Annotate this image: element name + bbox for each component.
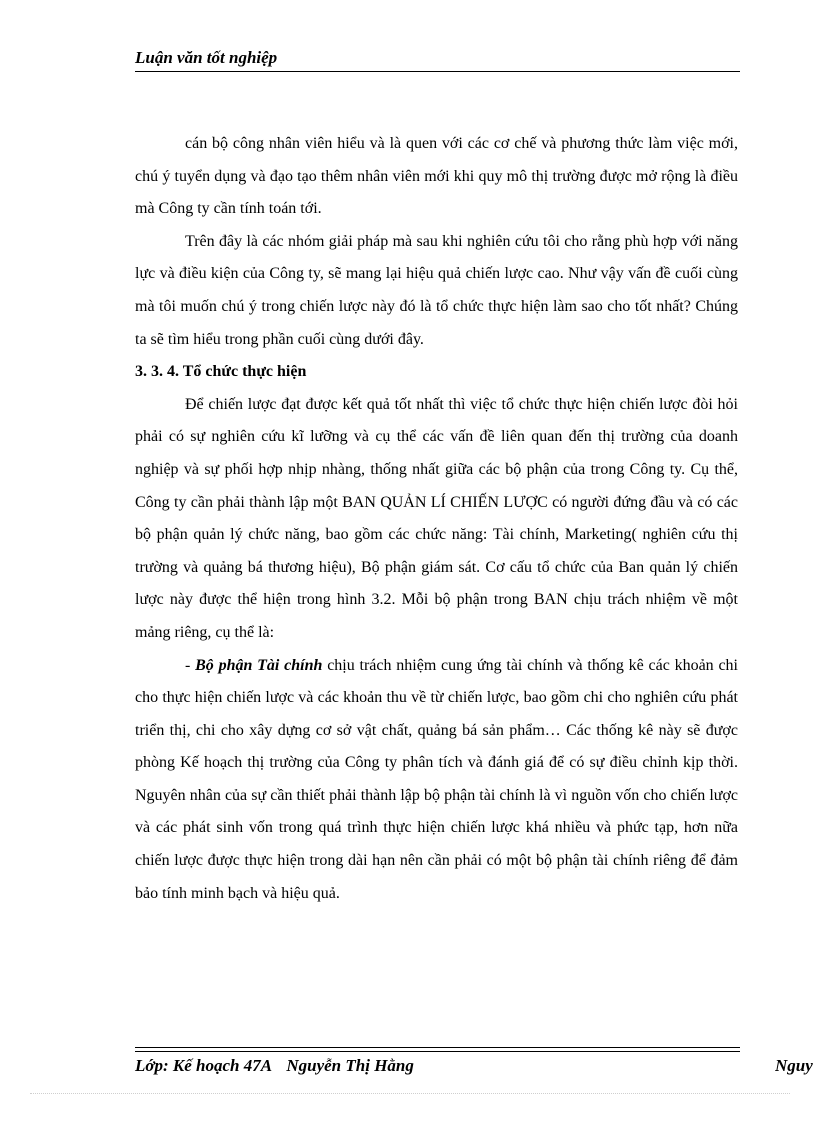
paragraph-4-text: chịu trách nhiệm cung ứng tài chính và thống kê các khoản chi cho thực hiện chiến lược và các khoản thu về từ chiến lược, bao gồm chi cho nghiên cứu phát triển thị, chi cho xây dựng cơ sở vật chất, quảng bá sản phẩm… Các thống kê này sẽ được phòng Kế hoạch thị trường của Công ty phân tích và đánh giá để có sự điều chỉnh kịp thời. Nguyên nhân của sự cần thiết phải thành lập bộ phận tài chính là vì nguồn vốn cho chiến lược và các phát sinh vốn trong quá trình thực hiện chiến lược khá nhiều và phức tạp, hơn nữa chiến lược được thực hiện trong dài hạn nên cần phải có một bộ phận tài chính riêng để đảm bảo tính minh bạch và hiệu quả.: [135, 656, 739, 902]
footer-author: Nguyễn Thị Hằng: [286, 1056, 414, 1075]
paragraph-2: Trên đây là các nhóm giải pháp mà sau khi nghiên cứu tôi cho rằng phù hợp với năng lực và điều kiện của Công ty, sẽ mang lại hiệu quả chiến lược cao. Như vậy vấn đề cuối cùng mà tôi muốn chú ý trong chiến lược này đó là tổ chức thực hiện làm sao cho tốt nhất? Chúng ta sẽ tìm hiểu trong phần cuối cùng dưới đây.: [135, 232, 738, 348]
paragraph-3: Để chiến lược đạt được kết quả tốt nhất thì việc tổ chức thực hiện chiến lược đòi hỏi phải có sự nghiên cứu kĩ lưỡng và cụ thể các vấn đề liên quan đến thị trường của doanh nghiệp và sự phối hợp nhịp nhàng, thống nhất giữa các bộ phận của trong Công ty. Cụ thể, Công ty cần phải thành lập một BAN QUẢN LÍ CHIẾN LƯỢC có người đứng đầu và có các bộ phận quản lý chức năng, bao gồm các chức năng: Tài chính, Marketing( nghiên cứu thị trường và quảng bá thương hiệu), Bộ phận giám sát. Cơ cấu tổ chức của Ban quản lý chiến lược này được thể hiện trong hình 3.2. Mỗi bộ phận trong BAN chịu trách nhiệm về một mảng riêng, cụ thể là:: [135, 395, 738, 641]
paragraph-4: [135, 650, 738, 911]
header-title: Luận văn tốt nghiệp: [135, 48, 278, 67]
page-header: [135, 47, 740, 72]
page-bottom-divider: [30, 1093, 790, 1094]
document-body: [135, 128, 738, 910]
footer-author-cut: Nguy: [775, 1056, 813, 1075]
paragraph-1: cán bộ công nhân viên hiểu và là quen với các cơ chế và phương thức làm việc mới, chú ý tuyển dụng và đạo tạo thêm nhân viên mới khi quy mô thị trường được mở rộng là điều mà Công ty cần tính toán tới.: [135, 135, 738, 218]
list-dash: -: [185, 656, 196, 674]
term-finance-department: Bộ phận Tài chính: [195, 656, 323, 674]
page-footer: [135, 1055, 816, 1077]
footer-rule: [135, 1047, 740, 1052]
section-heading: 3. 3. 4. Tổ chức thực hiện: [135, 363, 307, 381]
footer-class: Lớp: Kế hoạch 47A: [135, 1056, 273, 1075]
